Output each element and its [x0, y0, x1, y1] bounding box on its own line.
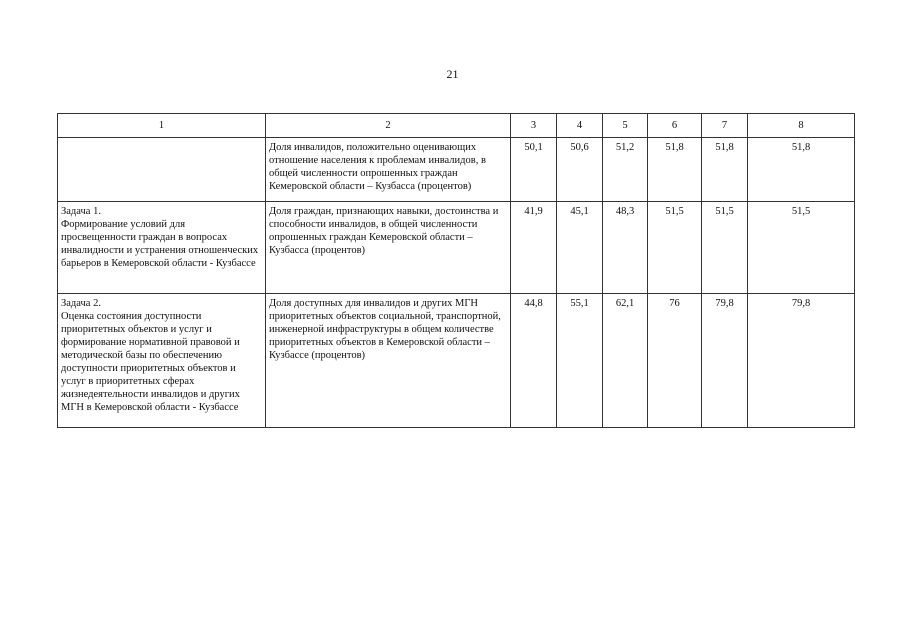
value-cell: 51,5 [702, 202, 748, 294]
indicator-cell: Доля граждан, признающих навыки, достоинства и способности инвалидов, в общей численности опрошенных граждан Кемеровской области – Кузбасса (процентов) [266, 202, 511, 294]
value-cell: 51,5 [648, 202, 702, 294]
indicators-table [57, 113, 855, 428]
table-row [58, 294, 855, 428]
value-cell: 51,5 [748, 202, 855, 294]
column-header: 7 [702, 114, 748, 138]
task-title: Задача 1. [61, 206, 101, 217]
task-description: Оценка состояния доступности приоритетных объектов и услуг и формирование нормативной правовой и методической базы по обеспечению доступности приоритетных объектов и услуг в приоритетных сферах жизнедеятельности инвалидов и других МГН в Кемеровской области - Кузбассе [61, 311, 240, 413]
table-header-row [58, 114, 855, 138]
table-row [58, 138, 855, 202]
task-cell [58, 138, 266, 202]
column-header: 2 [266, 114, 511, 138]
value-cell: 79,8 [702, 294, 748, 428]
value-cell: 51,2 [603, 138, 648, 202]
table-row [58, 202, 855, 294]
value-cell: 51,8 [648, 138, 702, 202]
column-header: 5 [603, 114, 648, 138]
value-cell: 62,1 [603, 294, 648, 428]
column-header: 1 [58, 114, 266, 138]
column-header: 4 [557, 114, 603, 138]
value-cell: 51,8 [702, 138, 748, 202]
column-header: 8 [748, 114, 855, 138]
value-cell: 41,9 [511, 202, 557, 294]
task-cell [58, 202, 266, 294]
value-cell: 48,3 [603, 202, 648, 294]
task-description: Формирование условий для просвещенности граждан в вопросах инвалидности и устранения отношенческих барьеров в Кемеровской области - Кузбассе [61, 219, 259, 269]
value-cell: 50,6 [557, 138, 603, 202]
column-header: 6 [648, 114, 702, 138]
value-cell: 55,1 [557, 294, 603, 428]
value-cell: 44,8 [511, 294, 557, 428]
page-number: 21 [446, 67, 459, 81]
value-cell: 76 [648, 294, 702, 428]
value-cell: 79,8 [748, 294, 855, 428]
column-header: 3 [511, 114, 557, 138]
value-cell: 45,1 [557, 202, 603, 294]
task-title: Задача 2. [61, 298, 101, 309]
indicator-cell: Доля инвалидов, положительно оценивающих отношение населения к проблемам инвалидов, в общей численности опрошенных граждан Кемеровской области – Кузбасса (процентов) [266, 138, 511, 202]
task-cell [58, 294, 266, 428]
value-cell: 51,8 [748, 138, 855, 202]
value-cell: 50,1 [511, 138, 557, 202]
indicator-cell: Доля доступных для инвалидов и других МГН приоритетных объектов социальной, транспортной, инженерной инфраструктуры в общем количестве приоритетных объектов в Кемеровской области – Кузбассе (процентов) [266, 294, 511, 428]
